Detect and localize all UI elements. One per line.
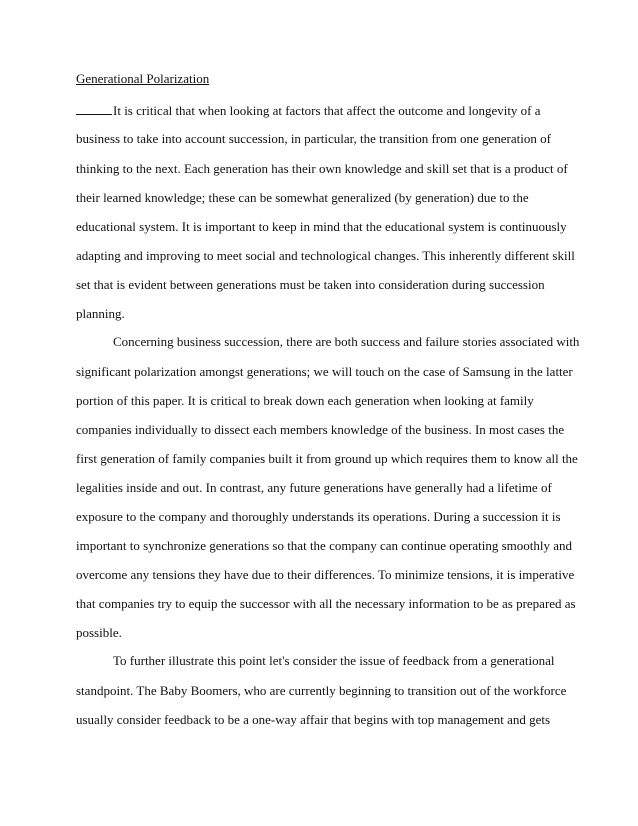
- paragraph-2-line-1: Concerning business succession, there are both success and failure stories associated with: [113, 334, 580, 349]
- paragraph-2-line-4: companies individually to dissect each members knowledge of the business. In most cases the: [76, 422, 565, 437]
- paragraph-3-line-1: To further illustrate this point let's consider the issue of feedback from a generational: [113, 653, 555, 668]
- paragraph-2-line-2: significant polarization amongst generations; we will touch on the case of Samsung in the latter: [76, 364, 573, 379]
- section-heading: Generational Polarization: [76, 71, 210, 86]
- paragraph-2-line-11: possible.: [76, 625, 122, 640]
- underline-blank: [76, 102, 112, 115]
- paragraph-2-line-9: overcome any tensions they have due to their differences. To minimize tensions, it is imperative: [76, 567, 575, 582]
- paragraph-3-line-2: standpoint. The Baby Boomers, who are currently beginning to transition out of the workforce: [76, 683, 567, 698]
- paragraph-1-line-1: [76, 102, 541, 119]
- paragraph-1-line-5: educational system. It is important to keep in mind that the educational system is continuously: [76, 219, 567, 234]
- paragraph-1-line-3: thinking to the next. Each generation has their own knowledge and skill set that is a product of: [76, 161, 568, 176]
- paragraph-1-line-4: their learned knowledge; these can be somewhat generalized (by generation) due to the: [76, 190, 529, 205]
- paragraph-2-line-8: important to synchronize generations so that the company can continue operating smoothly and: [76, 538, 573, 553]
- paragraph-2-line-6: legalities inside and out. In contrast, any future generations have generally had a lifetime of: [76, 480, 552, 495]
- paragraph-1-line-7: set that is evident between generations must be taken into consideration during succession: [76, 277, 545, 292]
- paragraph-2-line-5: first generation of family companies built it from ground up which requires them to know all the: [76, 451, 578, 466]
- paragraph-2-line-10: that companies try to equip the successor with all the necessary information to be as prepared as: [76, 596, 576, 611]
- paragraph-3-line-3: usually consider feedback to be a one-way affair that begins with top management and gets: [76, 712, 551, 727]
- paragraph-1-line-2: business to take into account succession, in particular, the transition from one generation of: [76, 131, 551, 146]
- paragraph-2-line-7: exposure to the company and thoroughly understands its operations. During a succession it is: [76, 509, 561, 524]
- paragraph-2-line-3: portion of this paper. It is critical to break down each generation when looking at family: [76, 393, 534, 408]
- paragraph-1-line-6: adapting and improving to meet social and technological changes. This inherently different skill: [76, 248, 575, 263]
- paragraph-1-line-8: planning.: [76, 306, 125, 321]
- line-text: It is critical that when looking at factors that affect the outcome and longevity of a: [113, 103, 541, 118]
